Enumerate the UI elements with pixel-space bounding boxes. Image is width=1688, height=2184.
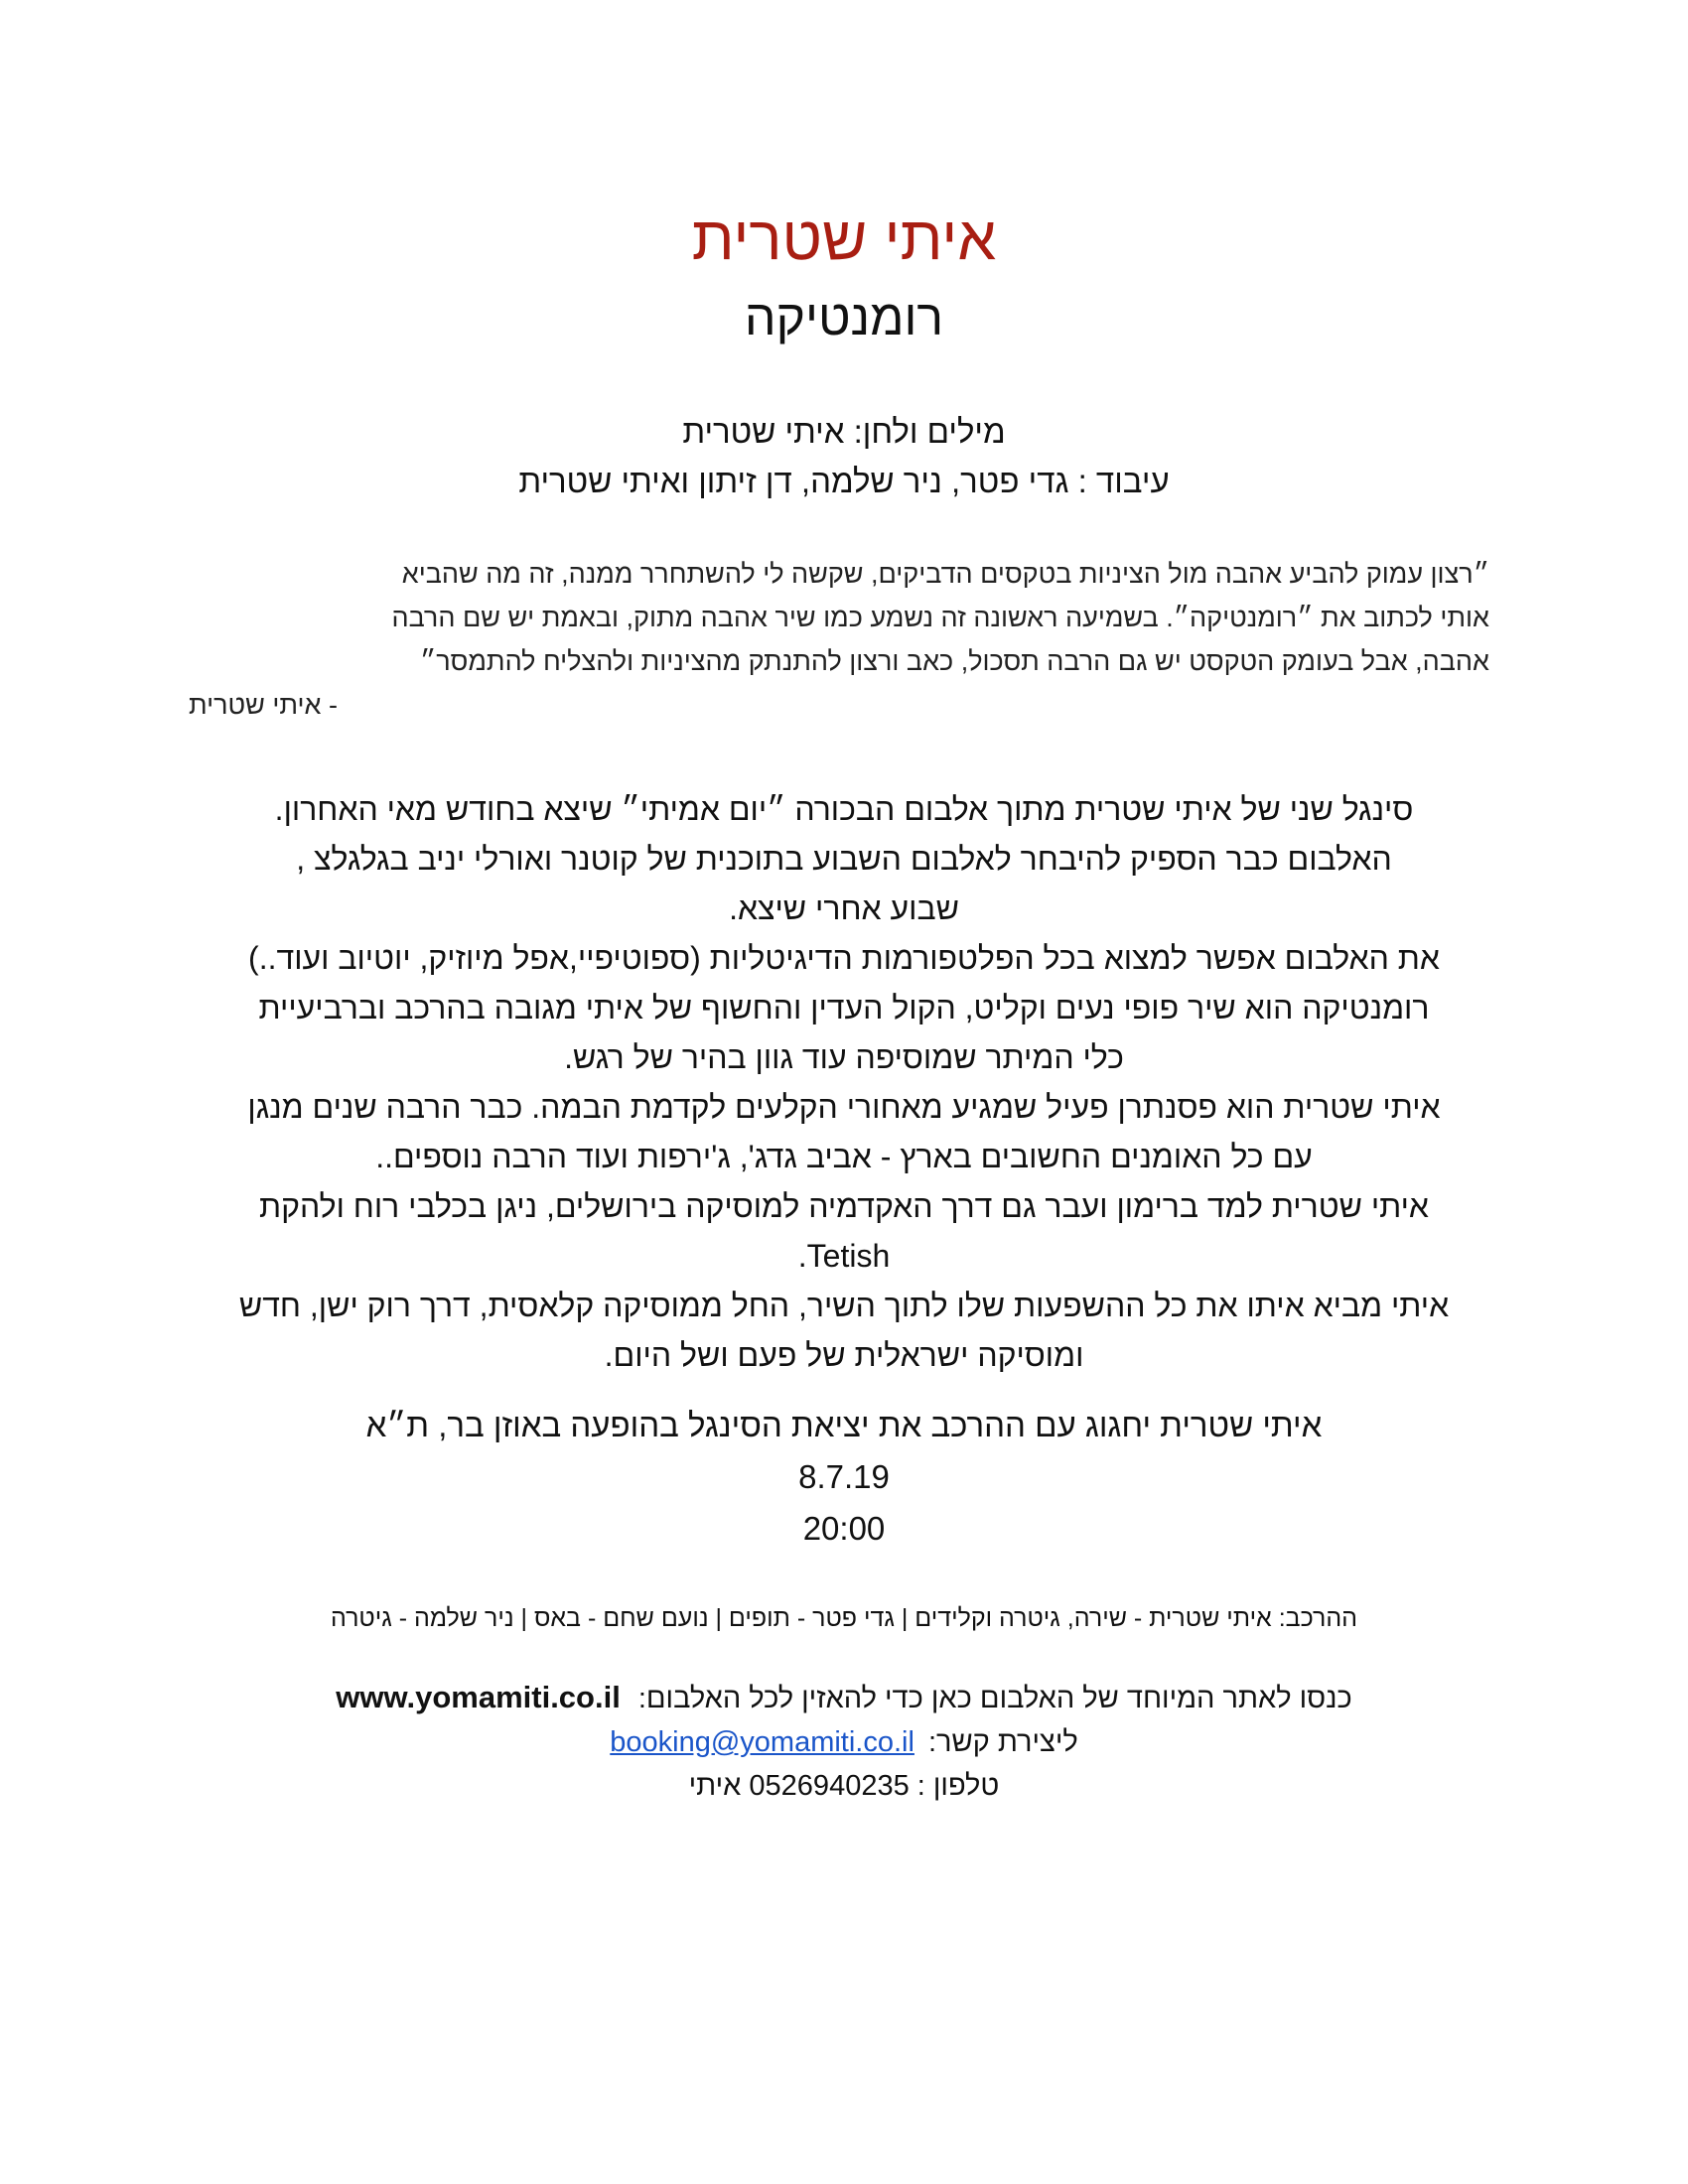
band-lineup: ההרכב: איתי שטרית - שירה, גיטרה וקלידים | גדי פטר - תופים | נועם שחם - באס | ניר שלמה - גיטרה [330,1604,1358,1632]
credits-block [0,407,1688,506]
body-line: איתי מביא איתו את כל ההשפעות שלו לתוך השיר, החל ממוסיקה קלאסית, דרך רוק ישן, חדש [238,1288,1450,1323]
contact-email-line [0,1720,1688,1764]
body-line: איתי שטרית הוא פסנתרן פעיל שמגיע מאחורי הקלעים לקדמת הבמה. כבר הרבה שנים מנגן [247,1089,1441,1125]
body-line: סינגל שני של איתי שטרית מתוך אלבום הבכורה ״יום אמיתי״ שיצא בחודש מאי האחרון. [274,791,1414,827]
contact-block [0,1676,1688,1808]
body-line: שבוע אחרי שיצא. [729,890,959,926]
quote-line: אותי לכתוב את ״רומנטיקה״. בשמיעה ראשונה זה נשמע כמו שיר אהבה מתוק, ובאמת יש שם הרבה [391,603,1489,632]
contact-phone: טלפון : 0526940235 איתי [688,1770,1000,1802]
lyrics-music-credit: מילים ולחן: איתי שטרית [682,413,1006,450]
launch-show-block [0,1400,1688,1555]
quote-attribution: איתי שטרית - [189,690,338,720]
album-site-line [0,1676,1688,1720]
quote-line: ״רצון עמוק להביע אהבה מול הציניות בטקסים הדביקים, שקשה לי להשתחרר ממנה, זה מה שהביא [401,559,1489,589]
press-body [189,784,1499,1380]
body-line: Tetish. [797,1238,891,1274]
arrangement-credit: עיבוד : גדי פטר, ניר שלמה, דן זיתון ואיתי שטרית [518,463,1170,499]
body-line: עם כל האומנים החשובים בארץ - אביב גדג', ג'ירפות ועוד הרבה נוספים.. [375,1139,1313,1174]
song-title: רומנטיקה [744,290,944,345]
body-line: רומנטיקה הוא שיר פופי נעים וקליט, הקול העדין והחשוף של איתי מגובה בהרכב וברביעיית [258,990,1430,1025]
album-site-link[interactable]: www.yomamiti.co.il [336,1680,621,1714]
body-line: את האלבום אפשר למצוא בכל הפלטפורמות הדיגיטליות (ספוטיפיי,אפל מיוזיק, יוטיוב ועוד..) [248,940,1440,976]
contact-email-link[interactable]: booking@yomamiti.co.il [610,1726,914,1758]
show-date: 8.7.19 [798,1458,890,1495]
album-site-label: כנסו לאתר המיוחד של האלבום כאן כדי להאזין לכל האלבום: [637,1683,1352,1714]
show-headline: איתי שטרית יחגוג עם ההרכב את יציאת הסינגל בהופעה באוזן בר, ת״א [365,1407,1323,1443]
contact-label: ליצירת קשר: [927,1726,1078,1758]
body-line: האלבום כבר הספיק להיבחר לאלבום השבוע בתוכנית של קוטנר ואורלי יניב בגלגלצ , [296,841,1392,877]
artist-quote [189,552,1489,727]
artist-title: איתי שטרית [691,205,997,273]
body-line: איתי שטרית למד ברימון ועבר גם דרך האקדמיה למוסיקה בירושלים, ניגן בכלבי רוח ולהקת [258,1188,1430,1224]
quote-line: אהבה, אבל בעומק הטקסט יש גם הרבה תסכול, כאב ורצון להתנתק מהציניות ולהצליח להתמסר״ [419,646,1489,676]
body-line: כלי המיתר שמוסיפה עוד גוון בהיר של רגש. [564,1039,1124,1075]
body-line: ומוסיקה ישראלית של פעם ושל היום. [604,1337,1084,1373]
show-time: 20:00 [802,1510,886,1547]
